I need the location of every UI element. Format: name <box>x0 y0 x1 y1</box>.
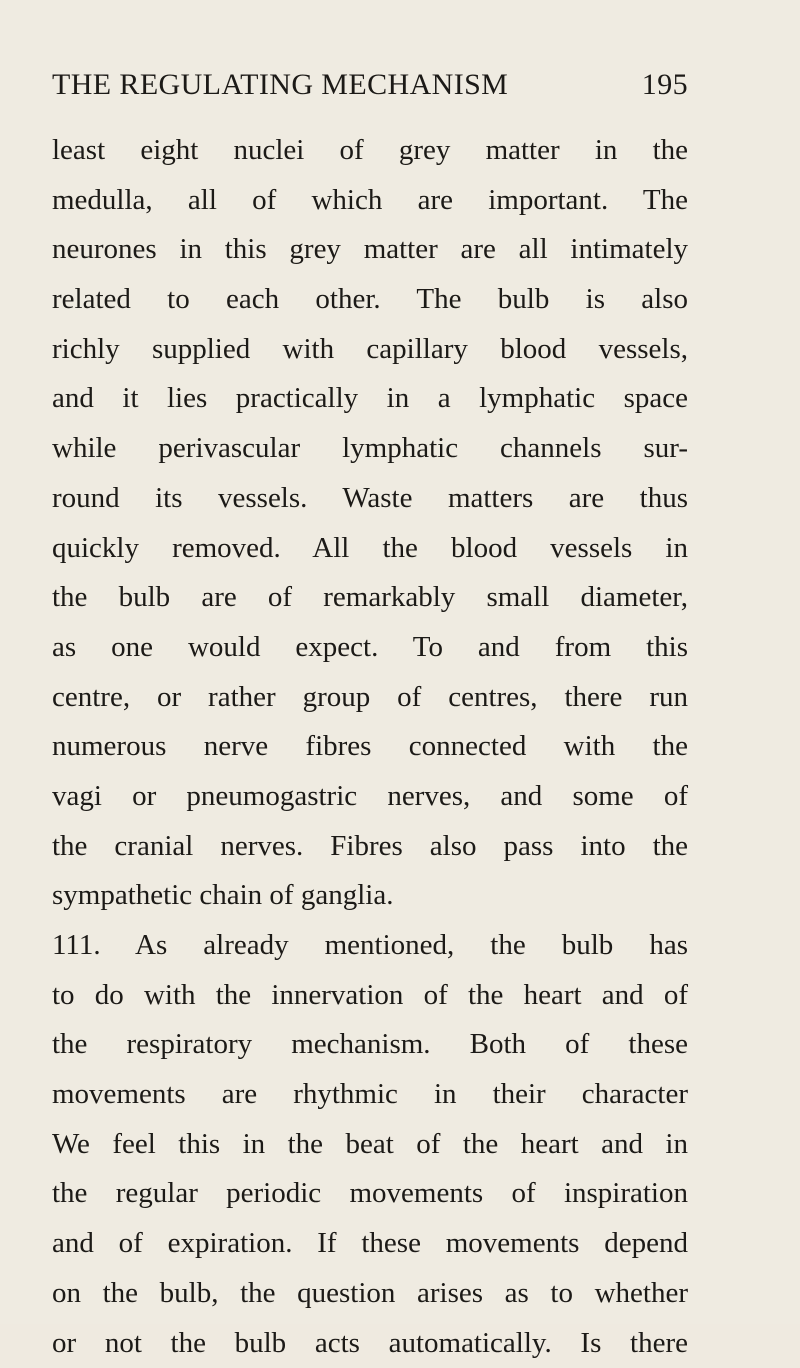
text-line: on the bulb, the question arises as to whether <box>52 1269 688 1319</box>
text-line: movements are rhythmic in their character <box>52 1070 688 1120</box>
text-line: centre, or rather group of centres, there run <box>52 673 688 723</box>
text-line: or not the bulb acts automatically. Is there <box>52 1319 688 1368</box>
text-line: as one would expect. To and from this <box>52 623 688 673</box>
running-head <box>52 68 688 112</box>
text-line: and of expiration. If these movements depend <box>52 1219 688 1269</box>
text-line: numerous nerve fibres connected with the <box>52 722 688 772</box>
text-line: the respiratory mechanism. Both of these <box>52 1020 688 1070</box>
text-line: We feel this in the beat of the heart and in <box>52 1120 688 1170</box>
text-line: sympathetic chain of ganglia. <box>52 871 688 921</box>
text-line: least eight nuclei of grey matter in the <box>52 126 688 176</box>
text-line: neurones in this grey matter are all intimately <box>52 225 688 275</box>
text-line: the cranial nerves. Fibres also pass into the <box>52 822 688 872</box>
text-line: while perivascular lymphatic channels sur- <box>52 424 688 474</box>
text-line: the bulb are of remarkably small diameter, <box>52 573 688 623</box>
text-line: 111. As already mentioned, the bulb has <box>52 921 688 971</box>
text-line: to do with the innervation of the heart and of <box>52 971 688 1021</box>
text-line: round its vessels. Waste matters are thus <box>52 474 688 524</box>
text-line: related to each other. The bulb is also <box>52 275 688 325</box>
text-line: quickly removed. All the blood vessels in <box>52 524 688 574</box>
text-line: and it lies practically in a lymphatic space <box>52 374 688 424</box>
text-line: vagi or pneumogastric nerves, and some of <box>52 772 688 822</box>
text-line: richly supplied with capillary blood vessels, <box>52 325 688 375</box>
text-line: medulla, all of which are important. The <box>52 176 688 226</box>
page-number: 195 <box>642 68 688 102</box>
text-line: the regular periodic movements of inspiration <box>52 1169 688 1219</box>
body-text <box>52 126 688 1368</box>
chapter-title: THE REGULATING MECHANISM <box>52 68 508 102</box>
